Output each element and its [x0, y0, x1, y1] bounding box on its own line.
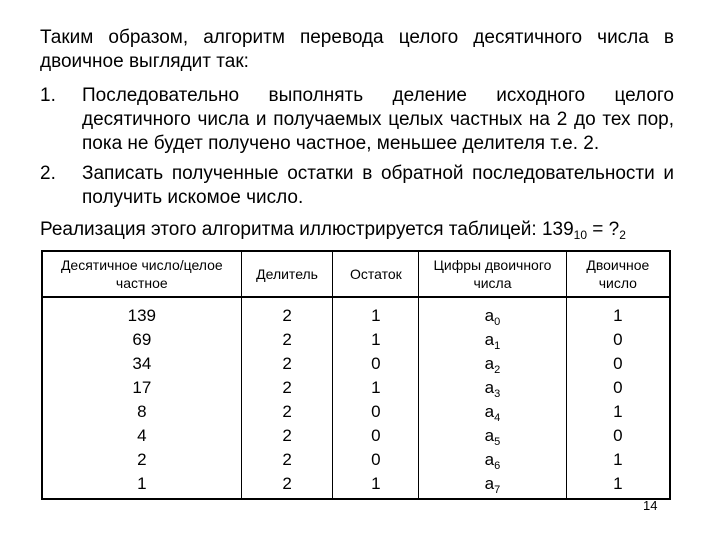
digit-index: 3: [494, 388, 501, 400]
cell-number: 2: [42, 448, 241, 472]
step-number: 2.: [40, 163, 56, 184]
algorithm-steps: [40, 84, 674, 216]
digit-index: 4: [494, 412, 501, 424]
digit-index: 5: [494, 436, 501, 448]
header-binary-number: Двоичное число: [566, 251, 670, 297]
implementation-prefix: Реализация этого алгоритма иллюстрируется таблицей: 139: [40, 219, 574, 240]
table-header-row: [42, 251, 670, 297]
cell-binary: 1: [566, 448, 670, 472]
digit-index: 1: [494, 340, 501, 352]
intro-paragraph: Таким образом, алгоритм перевода целого десятичного числа в двоичное выглядит так:: [40, 27, 674, 72]
header-binary-digits: Цифры двоичного числа: [419, 251, 566, 297]
cell-number: 34: [42, 352, 241, 376]
digit-letter: a: [484, 402, 495, 421]
cell-divisor: 2: [241, 352, 333, 376]
table-row: [42, 297, 670, 328]
step-text: Последовательно выполнять деление исходного целого десятичного числа и получаемых целых частных на 2 до тех пор, пока не будет получено частное, меньшее делителя т.е. 2.: [82, 85, 674, 154]
base-from: 10: [573, 228, 588, 242]
digit-letter: a: [484, 450, 495, 469]
cell-binary: 0: [566, 424, 670, 448]
cell-remainder: 1: [333, 328, 419, 352]
digit-index: 7: [494, 484, 501, 496]
digit-index: 6: [494, 460, 501, 472]
cell-remainder: 1: [333, 376, 419, 400]
page-number: 14: [643, 498, 658, 513]
digit-index: 0: [494, 316, 501, 328]
cell-digit: [419, 448, 566, 472]
table-row: [42, 376, 670, 400]
step-number: 1.: [40, 85, 56, 106]
cell-remainder: 1: [333, 472, 419, 499]
digit-letter: a: [484, 354, 495, 373]
cell-digit: [419, 472, 566, 499]
digit-letter: a: [484, 330, 495, 349]
cell-binary: 1: [566, 400, 670, 424]
header-remainder: Остаток: [333, 251, 419, 297]
cell-binary: 0: [566, 328, 670, 352]
digit-index: 2: [494, 364, 501, 376]
cell-number: 17: [42, 376, 241, 400]
cell-divisor: 2: [241, 424, 333, 448]
table-row: [42, 424, 670, 448]
implementation-middle: = ?: [587, 219, 620, 240]
cell-divisor: 2: [241, 297, 333, 328]
cell-number: 4: [42, 424, 241, 448]
cell-digit: [419, 424, 566, 448]
cell-remainder: 0: [333, 424, 419, 448]
digit-letter: a: [484, 378, 495, 397]
digit-letter: a: [484, 426, 495, 445]
cell-divisor: 2: [241, 328, 333, 352]
cell-digit: [419, 297, 566, 328]
cell-remainder: 0: [333, 352, 419, 376]
digit-letter: a: [484, 306, 495, 325]
cell-binary: 0: [566, 376, 670, 400]
cell-number: 69: [42, 328, 241, 352]
table-row: [42, 472, 670, 499]
cell-binary: 0: [566, 352, 670, 376]
digit-letter: a: [484, 474, 495, 493]
cell-binary: 1: [566, 297, 670, 328]
cell-divisor: 2: [241, 472, 333, 499]
cell-divisor: 2: [241, 400, 333, 424]
table-row: [42, 352, 670, 376]
cell-remainder: 0: [333, 448, 419, 472]
header-divisor: Делитель: [241, 251, 333, 297]
cell-number: 8: [42, 400, 241, 424]
table-row: [42, 448, 670, 472]
header-number: Десятичное число/целое частное: [42, 251, 241, 297]
step-text: Записать полученные остатки в обратной последовательности и получить искомое число.: [82, 163, 674, 208]
table-body: [42, 297, 670, 499]
cell-remainder: 0: [333, 400, 419, 424]
cell-divisor: 2: [241, 376, 333, 400]
cell-remainder: 1: [333, 297, 419, 328]
cell-number: 1: [42, 472, 241, 499]
step-1: [40, 84, 674, 156]
cell-number: 139: [42, 297, 241, 328]
conversion-table: [41, 250, 671, 500]
base-to: 2: [619, 228, 626, 242]
cell-digit: [419, 376, 566, 400]
step-2: [40, 162, 674, 210]
table-row: [42, 400, 670, 424]
cell-digit: [419, 328, 566, 352]
cell-binary: 1: [566, 472, 670, 499]
cell-digit: [419, 400, 566, 424]
cell-digit: [419, 352, 566, 376]
table-row: [42, 328, 670, 352]
cell-divisor: 2: [241, 448, 333, 472]
implementation-line: [40, 218, 690, 242]
